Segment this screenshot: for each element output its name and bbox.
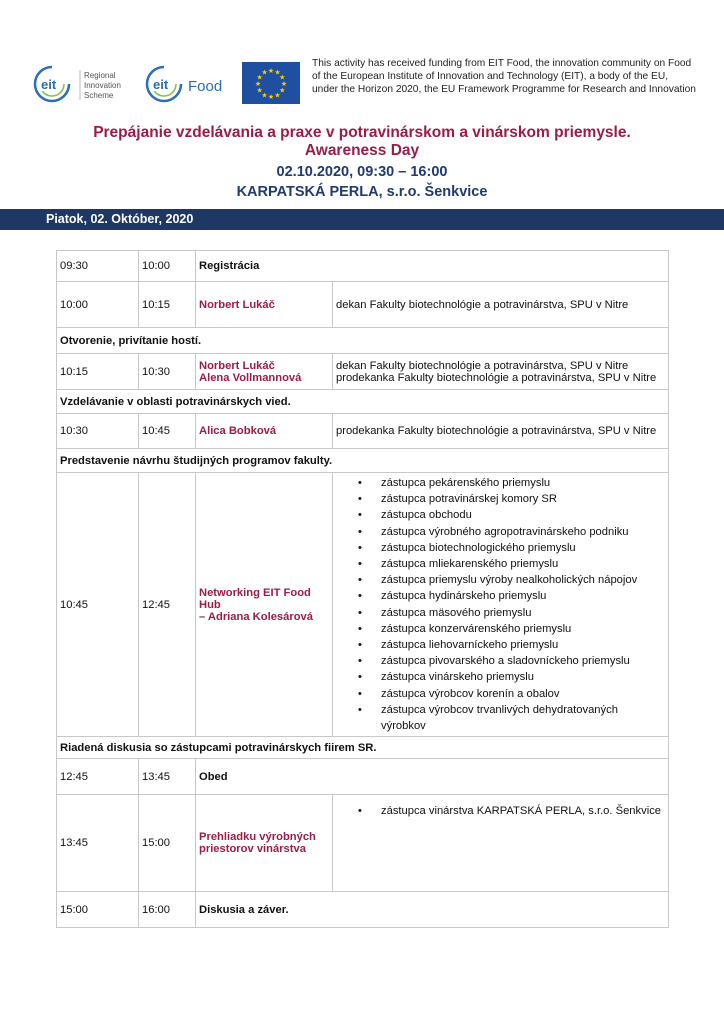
table-row: [57, 795, 669, 892]
speaker-role: dekan Fakulty biotechnológie a potravinárstva, SPU v Nitre: [336, 359, 629, 372]
end-time: 10:15: [139, 282, 196, 328]
start-time: 09:30: [57, 251, 139, 282]
speaker-role: prodekanka Fakulty biotechnológie a potravinárstva, SPU v Nitre: [333, 414, 669, 449]
section-row: [57, 737, 669, 759]
end-time: 12:45: [139, 473, 196, 737]
event-title: Prepájanie vzdelávania a praxe v potravinárskom a vinárskom priemysle.: [93, 124, 631, 141]
eit-regional-innovation-scheme-logo: [32, 62, 142, 106]
start-time: 15:00: [57, 892, 139, 928]
funding-line: under the Horizon 2020, the EU Framework Programme for Research and Innovation: [312, 84, 696, 95]
start-time: 10:30: [57, 414, 139, 449]
section-title: Otvorenie, privítanie hostí.: [57, 328, 669, 354]
start-time: 13:45: [57, 795, 139, 892]
end-time: 13:45: [139, 759, 196, 795]
list-item: • zástupca pekárenského priemyslu: [381, 475, 665, 491]
event-venue: KARPATSKÁ PERLA, s.r.o. Šenkvice: [236, 184, 488, 200]
eu-star-icon: ★: [256, 74, 263, 82]
eu-star-icon: ★: [267, 68, 275, 75]
list-item: • zástupca výrobcov korenín a obalov: [381, 686, 665, 702]
event-subtitle: Awareness Day: [304, 142, 420, 159]
table-row: [57, 251, 669, 282]
speaker-role: prodekanka Fakulty biotechnológie a potravinárstva, SPU v Nitre: [336, 371, 657, 384]
end-time: 10:00: [139, 251, 196, 282]
list-item: • zástupca vinárstva KARPATSKÁ PERLA, s.r.o. Šenkvice: [381, 803, 665, 819]
list-item: • zástupca mliekarenského priemyslu: [381, 556, 665, 572]
header: [0, 0, 724, 120]
food-logo-text: Food: [188, 78, 223, 95]
section-title: Predstavenie návrhu študijných programov fakulty.: [57, 449, 669, 473]
speaker-name: Norbert Lukáč: [199, 359, 275, 372]
eu-flag-icon: [242, 62, 300, 104]
session-title: Obed: [196, 759, 669, 795]
eu-star-icon: ★: [256, 87, 263, 95]
list-item: • zástupca priemyslu výroby nealkoholických nápojov: [381, 572, 665, 588]
table-row: [57, 892, 669, 928]
list-item: • zástupca potravinárskej komory SR: [381, 491, 665, 507]
table-row: [57, 473, 669, 737]
eu-star-icon: ★: [280, 81, 288, 88]
list-item: • zástupca výrobcov trvanlivých dehydratovaných výrobkov: [381, 702, 665, 734]
funding-statement: [312, 57, 717, 96]
section-row: [57, 449, 669, 473]
speaker-roles: [333, 354, 669, 390]
regional-logo-mark: eit: [41, 77, 57, 92]
list-item: • zástupca biotechnologického priemyslu: [381, 540, 665, 556]
list-item: • zástupca pivovarského a sladovníckeho priemyslu: [381, 653, 665, 669]
end-time: 16:00: [139, 892, 196, 928]
eu-star-icon: ★: [261, 69, 268, 77]
start-time: 10:00: [57, 282, 139, 328]
session-titles: [196, 795, 333, 892]
eu-star-icon: ★: [279, 74, 286, 82]
speaker-name: Alena Vollmannová: [199, 371, 302, 384]
section-title: Riadená diskusia so zástupcami potravinárskych fiirem SR.: [57, 737, 669, 759]
end-time: 10:45: [139, 414, 196, 449]
eu-star-icon: ★: [274, 69, 281, 77]
session-title: Prehliadku výrobných: [199, 831, 316, 844]
end-time: 10:30: [139, 354, 196, 390]
speaker-names: [196, 354, 333, 390]
list-item: • zástupca mäsového priemyslu: [381, 605, 665, 621]
eu-star-icon: ★: [267, 94, 275, 101]
list-item: • zástupca liehovarníckeho priemyslu: [381, 637, 665, 653]
representatives-list: [336, 803, 665, 819]
speaker-role: dekan Fakulty biotechnológie a potravinárstva, SPU v Nitre: [333, 282, 669, 328]
agenda-table: [56, 250, 669, 928]
speaker-names: [196, 473, 333, 737]
speaker-name: Alica Bobková: [196, 414, 333, 449]
eu-star-icon: ★: [279, 87, 286, 95]
start-time: 10:45: [57, 473, 139, 737]
session-title: Registrácia: [196, 251, 669, 282]
speaker-name: – Adriana Kolesárová: [199, 610, 313, 623]
representatives-cell: [333, 473, 669, 737]
event-title-block: [0, 124, 724, 202]
regional-logo-text-3: Scheme: [84, 91, 114, 100]
event-date-time: 02.10.2020, 09:30 – 16:00: [276, 164, 448, 180]
section-row: [57, 328, 669, 354]
start-time: 10:15: [57, 354, 139, 390]
session-title: Diskusia a záver.: [196, 892, 669, 928]
funding-line: This activity has received funding from EIT Food, the innovation community on Food: [312, 58, 692, 69]
end-time: 15:00: [139, 795, 196, 892]
session-title: priestorov vinárstva: [199, 843, 306, 856]
speaker-name: Norbert Lukáč: [196, 282, 333, 328]
list-item: • zástupca vinárskeho priemyslu: [381, 669, 665, 685]
table-row: [57, 282, 669, 328]
section-title: Vzdelávanie v oblasti potravinárskych vied.: [57, 390, 669, 414]
list-item: • zástupca hydinárskeho priemyslu: [381, 588, 665, 604]
list-item: • zástupca konzervárenského priemyslu: [381, 621, 665, 637]
table-row: [57, 759, 669, 795]
day-bar: [0, 209, 724, 230]
regional-logo-text-2: Innovation: [84, 81, 121, 90]
speaker-name: Networking EIT Food Hub: [199, 586, 311, 611]
eu-star-icon: ★: [261, 92, 268, 100]
day-label: Piatok, 02. Október, 2020: [46, 212, 194, 226]
eit-food-logo: [144, 62, 234, 106]
table-row: [57, 414, 669, 449]
food-logo-mark: eit: [153, 77, 169, 92]
list-item: • zástupca obchodu: [381, 507, 665, 523]
eu-star-icon: ★: [254, 81, 262, 88]
table-row: [57, 354, 669, 390]
eu-star-icon: ★: [274, 92, 281, 100]
funding-line: of the European Institute of Innovation and Technology (EIT), a body of the EU,: [312, 71, 669, 82]
section-row: [57, 390, 669, 414]
representatives-cell: [333, 795, 669, 892]
start-time: 12:45: [57, 759, 139, 795]
representatives-list: [336, 475, 665, 734]
list-item: • zástupca výrobného agropotravinárskeho podniku: [381, 524, 665, 540]
regional-logo-text-1: Regional: [84, 71, 116, 80]
